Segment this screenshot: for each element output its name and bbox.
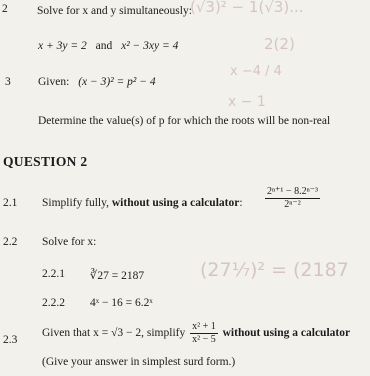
equation-and: and [95,40,113,52]
q21-text-b: : [239,197,243,209]
q23-line [42,322,350,345]
equation-row [38,40,178,52]
q21-text-bold: without using a calculator [111,197,240,209]
q21-number: 2.1 [3,197,18,209]
q21-text [42,197,243,209]
given-equation: (x − 3)² = p² − 4 [78,76,156,88]
determine-text: Determine the value(s) of p for which the roots will be non-real [38,115,331,127]
handwriting-side-note: 2(2) [264,35,295,53]
given-label: Given: [38,76,70,88]
q23-numerator: x² + 1 [192,321,216,332]
q221-number: 2.2.1 [42,268,65,280]
q23-note: (Give your answer in simplest surd form.) [42,356,236,368]
q21-numerator: 2ⁿ⁺¹ − 8.2ⁿ⁻³ [267,186,318,197]
equation-1: x + 3y = 2 [38,40,87,52]
q21-denominator: 2ⁿ⁻² [284,199,301,210]
q-instruction: Solve for x and y simultaneously: [37,5,192,17]
handwriting-fraction-note: x −4 / 4 [230,64,282,79]
q222-number: 2.2.2 [42,297,65,309]
q21-fraction [263,187,322,210]
q-number-b: 3 [5,76,11,88]
handwriting-lower-note: x − 1 [228,94,266,110]
handwriting-power-note: (27⅟₇)² = (2187 [200,259,349,281]
q-number-a: 2 [2,3,8,15]
question-heading: QUESTION 2 [3,154,88,169]
q22-number: 2.2 [3,236,18,248]
q23-text-a: Given that x = √3 − 2, simplify [42,327,186,340]
q222-equation: 4ˣ − 16 = 6.2ˣ [90,297,153,309]
q23-number: 2.3 [3,334,18,346]
q23-text-bold: without using a calculator [222,327,351,340]
given-line [38,76,156,88]
equation-2: x² − 3xy = 4 [121,40,179,52]
q21-frac [265,187,320,210]
q22-text: Solve for x: [42,236,97,248]
q221-equation: ∛27 = 2187 [90,270,145,282]
handwriting-top: (√3)² − 1(√3)... [190,0,304,16]
q23-frac [190,322,218,345]
q21-text-a: Simplify fully, [42,197,109,209]
q23-denominator: x² − 5 [192,334,216,345]
